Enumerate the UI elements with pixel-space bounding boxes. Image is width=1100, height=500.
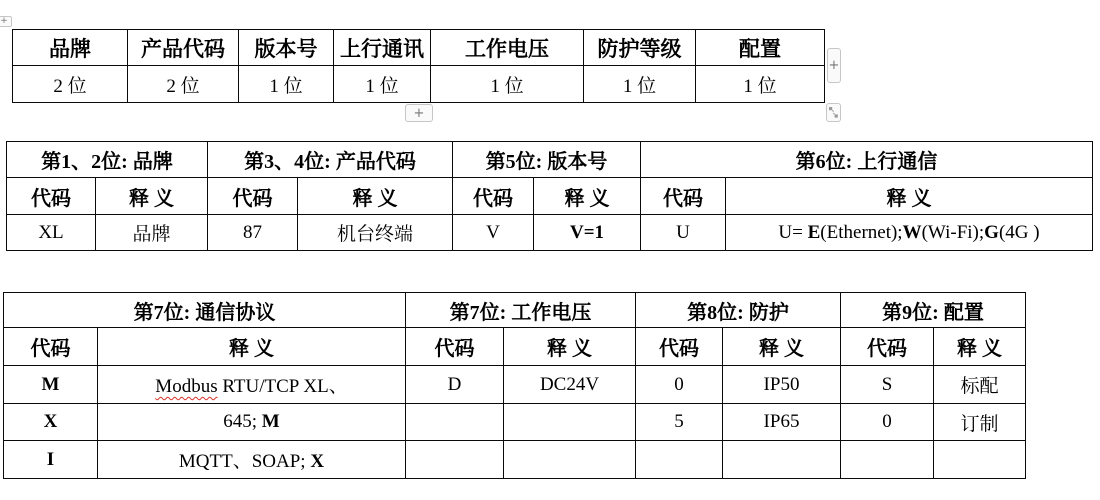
t1-header-brand: 品牌 — [13, 30, 128, 66]
t3-label-meaning: 释 义 — [504, 328, 636, 366]
t3-cell-voltage-code — [406, 441, 504, 479]
t3-cell-protection-code — [636, 441, 723, 479]
t1-value-cell: 1 位 — [584, 66, 696, 103]
t3-cell-voltage-code: D — [406, 366, 504, 404]
t2-cell-product-meaning: 机台终端 — [298, 215, 453, 251]
t2-label-meaning: 释 义 — [96, 178, 208, 215]
t2-cell-version-code: V — [453, 215, 534, 251]
t3-cell-protection-meaning — [723, 441, 841, 479]
t3-section-voltage: 第7位: 工作电压 — [406, 293, 636, 328]
t1-value-cell: 2 位 — [13, 66, 128, 103]
t3-label-meaning: 释 义 — [934, 328, 1026, 366]
t2-cell-uplink-meaning: U= E(Ethernet);W(Wi-Fi);G(4G ) — [726, 215, 1093, 251]
table-handle-button[interactable] — [0, 16, 12, 27]
t3-label-meaning: 释 义 — [98, 328, 406, 366]
t3-cell-protocol-meaning: 645; M — [98, 404, 406, 441]
t2-label-code: 代码 — [208, 178, 298, 215]
t3-label-code: 代码 — [406, 328, 504, 366]
t2-cell-brand-meaning: 品牌 — [96, 215, 208, 251]
t3-cell-protection-code: 5 — [636, 404, 723, 441]
t2-cell-brand-code: XL — [7, 215, 96, 251]
t2-cell-product-code: 87 — [208, 215, 298, 251]
field-length-table — [12, 29, 825, 103]
t1-header-voltage: 工作电压 — [431, 30, 584, 66]
t3-cell-config-meaning: 标配 — [934, 366, 1026, 404]
t3-label-meaning: 释 义 — [723, 328, 841, 366]
t2-label-meaning: 释 义 — [726, 178, 1093, 215]
table-resize-handle[interactable] — [826, 103, 841, 122]
t1-header-uplink: 上行通讯 — [334, 30, 431, 66]
t3-cell-voltage-meaning — [504, 441, 636, 479]
t1-value-cell: 1 位 — [431, 66, 584, 103]
t3-cell-protocol-code: I — [4, 441, 98, 479]
add-row-button[interactable] — [405, 104, 433, 122]
code-definition-table-top — [6, 141, 1093, 251]
t3-label-code: 代码 — [841, 328, 934, 366]
t2-cell-version-meaning: V=1 — [534, 215, 641, 251]
t3-cell-config-code: S — [841, 366, 934, 404]
plus-icon: + — [828, 58, 840, 73]
t3-cell-protection-meaning: IP50 — [723, 366, 841, 404]
t3-cell-voltage-meaning: DC24V — [504, 366, 636, 404]
t3-cell-protection-code: 0 — [636, 366, 723, 404]
code-definition-table-bottom — [3, 292, 1026, 479]
t3-cell-protocol-meaning: Modbus RTU/TCP XL、 — [98, 366, 406, 404]
t1-header-protection: 防护等级 — [584, 30, 696, 66]
t2-section-version: 第5位: 版本号 — [453, 142, 641, 178]
t1-value-cell: 1 位 — [696, 66, 825, 103]
t3-label-code: 代码 — [4, 328, 98, 366]
t3-cell-protocol-code: X — [4, 404, 98, 441]
add-column-button[interactable] — [827, 48, 841, 83]
t3-label-code: 代码 — [636, 328, 723, 366]
t2-section-brand: 第1、2位: 品牌 — [7, 142, 208, 178]
t1-value-cell: 2 位 — [128, 66, 239, 103]
t2-label-meaning: 释 义 — [298, 178, 453, 215]
resize-diagonal-icon — [828, 106, 839, 119]
t3-cell-voltage-meaning — [504, 404, 636, 441]
t2-section-uplink: 第6位: 上行通信 — [641, 142, 1093, 178]
t2-section-product-code: 第3、4位: 产品代码 — [208, 142, 453, 178]
t2-cell-uplink-code: U — [641, 215, 726, 251]
t3-section-config: 第9位: 配置 — [841, 293, 1026, 328]
t1-value-cell: 1 位 — [239, 66, 334, 103]
t3-section-protection: 第8位: 防护 — [636, 293, 841, 328]
t2-label-meaning: 释 义 — [534, 178, 641, 215]
t3-cell-config-meaning: 订制 — [934, 404, 1026, 441]
t3-cell-voltage-code — [406, 404, 504, 441]
t3-cell-protection-meaning: IP65 — [723, 404, 841, 441]
t3-section-protocol: 第7位: 通信协议 — [4, 293, 406, 328]
t3-cell-config-meaning — [934, 441, 1026, 479]
t1-value-cell: 1 位 — [334, 66, 431, 103]
t3-cell-protocol-meaning: MQTT、SOAP; X — [98, 441, 406, 479]
t2-label-code: 代码 — [453, 178, 534, 215]
plus-icon: + — [413, 105, 425, 121]
plus-icon: + — [0, 16, 8, 26]
t2-label-code: 代码 — [641, 178, 726, 215]
t3-cell-config-code — [841, 441, 934, 479]
t2-label-code: 代码 — [7, 178, 96, 215]
t3-cell-protocol-code: M — [4, 366, 98, 404]
t3-cell-config-code: 0 — [841, 404, 934, 441]
t1-header-config: 配置 — [696, 30, 825, 66]
t1-header-version: 版本号 — [239, 30, 334, 66]
t1-header-product-code: 产品代码 — [128, 30, 239, 66]
